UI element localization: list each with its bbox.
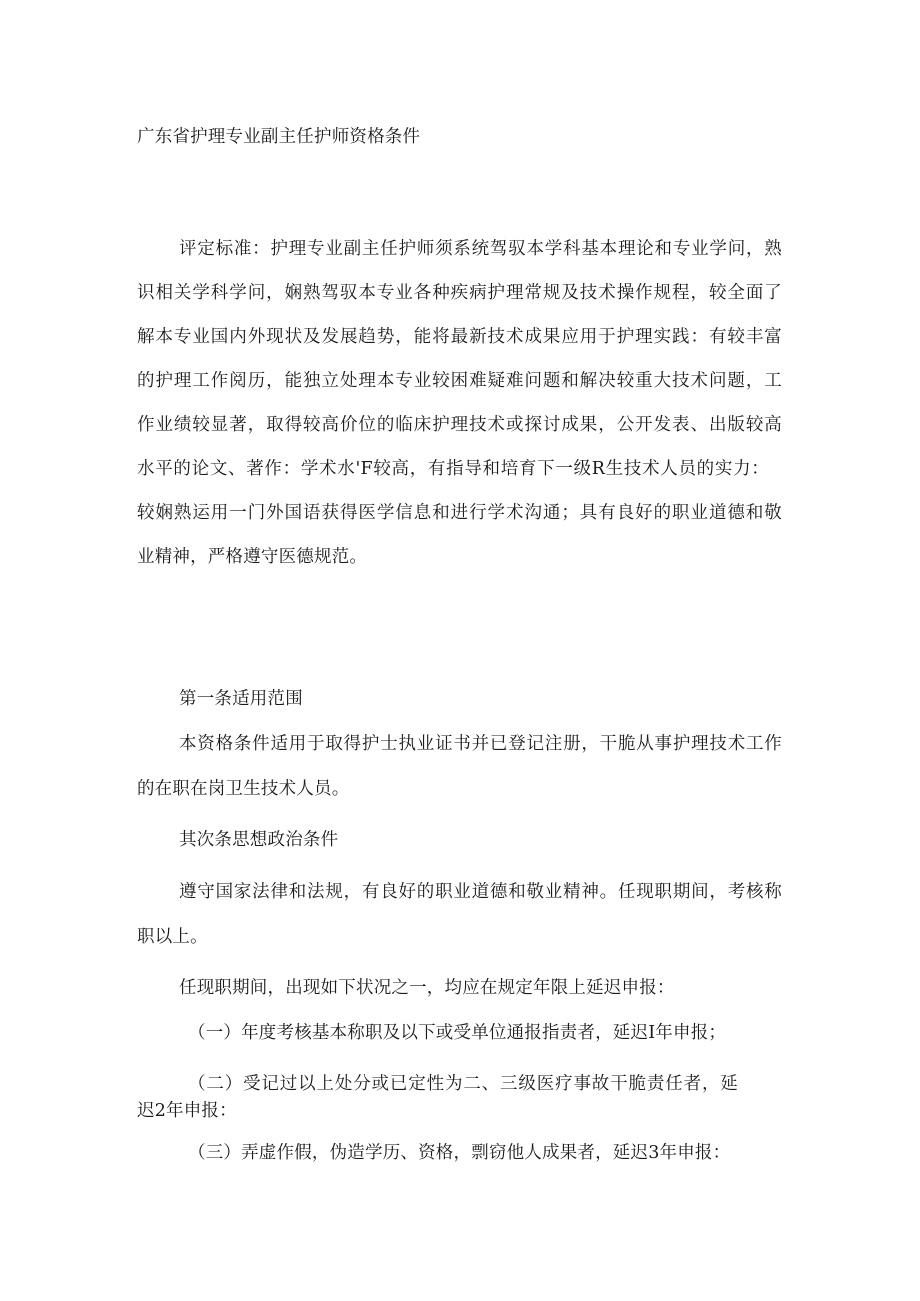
article1-line-1: 本资格条件适用于取得护士执业证书并已登记注册，干脆从事护理技术工作 xyxy=(179,734,782,754)
delay-item-3: （三）弄虚作假，伪造学历、资格，剽窃他人成果者，延迟3年申报： xyxy=(188,1143,731,1163)
standard-line-1: 评定标准：护理专业副主任护师须系统驾驭本学科基本理论和专业学问，熟 xyxy=(179,239,782,259)
delay-intro: 任现职期间，出现如下状况之一，均应在规定年限上延迟申报： xyxy=(179,978,675,998)
standard-line-4: 的护理工作阅历，能独立处理本专业较困难疑难问题和解决较重大技术问题，工 xyxy=(137,371,782,391)
standard-line-7: 较娴熟运用一门外国语获得医学信息和进行学术沟通；具有良好的职业道德和敬 xyxy=(137,503,782,523)
delay-item-2-line-2: 迟2年申报： xyxy=(137,1101,237,1121)
standard-line-8: 业精神，严格遵守医德规范。 xyxy=(137,547,368,567)
article2-line-2: 职以上。 xyxy=(137,927,208,947)
article2-heading: 其次条思想政治条件 xyxy=(179,830,339,850)
standard-line-3: 解本专业国内外现状及发展趋势，能将最新技术成果应用于护理实践：有较丰富 xyxy=(137,327,782,347)
article2-line-1: 遵守国家法律和法规，有良好的职业道德和敬业精神。任现职期间，考核称 xyxy=(179,882,782,902)
standard-line-2: 识相关学科学问，娴熟驾驭本专业各种疾病护理常规及技术操作规程，较全面了 xyxy=(137,283,782,303)
standard-line-5: 作业绩较显著，取得较高价位的临床护理技术或探讨成果，公开发表、出版较高 xyxy=(137,415,782,435)
article1-line-2: 的在职在岗卫生技术人员。 xyxy=(137,779,350,799)
document-title: 广东省护理专业副主任护师资格条件 xyxy=(137,127,421,147)
standard-line-6: 水平的论文、著作：学术水'F较高，有指导和培育下一级R生技术人员的实力： xyxy=(137,459,769,479)
delay-item-1: （一）年度考核基本称职及以下或受单位通报指责者，延迟I年申报； xyxy=(188,1023,727,1043)
delay-item-2-line-1: （二）受记过以上处分或已定性为二、三级医疗事故干脆责任者，延 xyxy=(188,1074,738,1094)
article1-heading: 第一条适用范围 xyxy=(179,689,303,709)
